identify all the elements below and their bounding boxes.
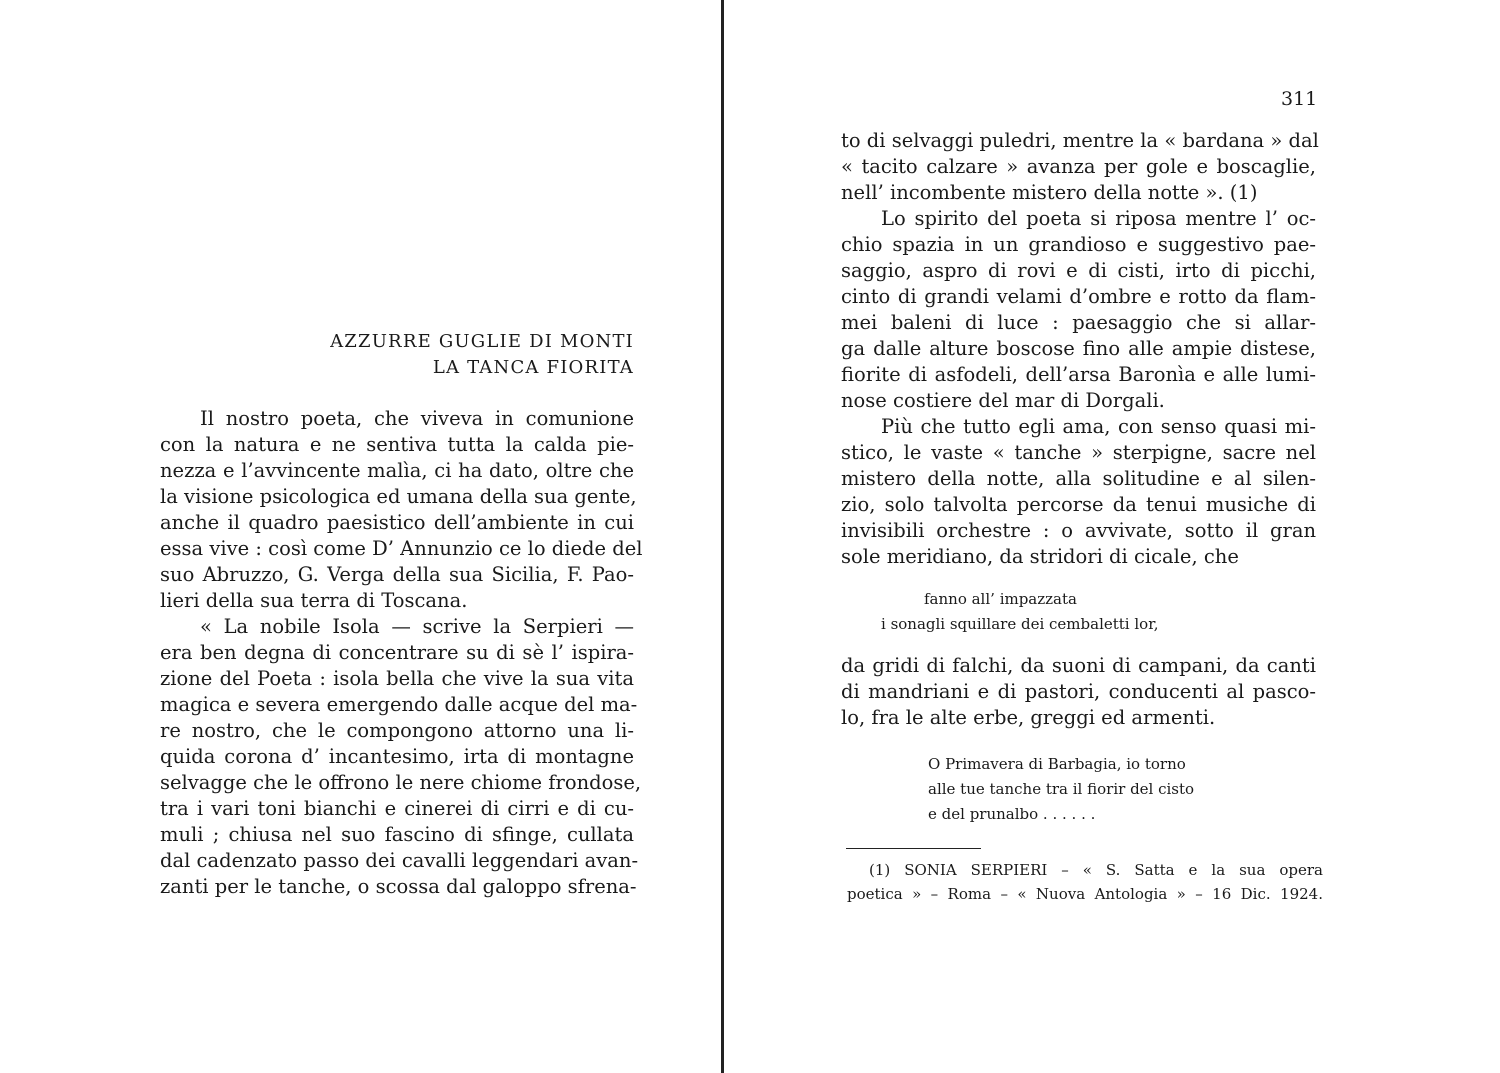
page-number: 311	[1281, 88, 1318, 110]
text-line: Lo spirito del poeta si riposa mentre l’ oc-	[881, 207, 1316, 230]
text-line: sole meridiano, da stridori di cicale, che	[841, 545, 1239, 568]
text-line: mistero della notte, alla solitudine e al silen-	[841, 467, 1316, 490]
text-line: suo Abruzzo, G. Verga della sua Sicilia, F. Pao-	[160, 563, 634, 586]
text-line: da gridi di falchi, da suoni di campani, da canti	[841, 654, 1316, 677]
verse-line: e del prunalbo . . . . . .	[928, 805, 1096, 823]
right-page-body	[841, 128, 1319, 570]
text-line: lo, fra le alte erbe, greggi ed armenti.	[841, 706, 1216, 729]
text-line: invisibili orchestre : o avvivate, sotto il gran	[841, 519, 1316, 542]
text-line: Il nostro poeta, che viveva in comunione	[200, 407, 634, 430]
text-line: magica e severa emergendo dalle acque del ma-	[160, 693, 638, 716]
verse-quote-2	[928, 752, 1194, 827]
text-line: saggio, aspro di rovi e di cisti, irto di picchi,	[841, 259, 1316, 282]
text-line: « La nobile Isola — scrive la Serpieri —	[200, 615, 634, 638]
text-line: chio spazia in un grandioso e suggestivo pae-	[841, 233, 1316, 256]
chapter-heading	[250, 329, 634, 381]
text-line: zanti per le tanche, o scossa dal galoppo sfrena-	[160, 875, 637, 898]
text-line: stico, le vaste « tanche » sterpigne, sacre nel	[841, 441, 1316, 464]
text-line: con la natura e ne sentiva tutta la calda pie-	[160, 433, 634, 456]
right-page	[726, 0, 1500, 1073]
text-line: di mandriani e di pastori, conducenti al pasco-	[841, 680, 1316, 703]
text-line: « tacito calzare » avanza per gole e boscaglie,	[841, 155, 1316, 178]
text-line: la visione psicologica ed umana della sua gente,	[160, 485, 637, 508]
left-page-body	[160, 406, 643, 900]
text-line: nose costiere del mar di Dorgali.	[841, 389, 1165, 412]
verse-line: O Primavera di Barbagia, io torno	[928, 755, 1186, 773]
text-line: zio, solo talvolta percorse da tenui musiche di	[841, 493, 1316, 516]
footnote	[847, 858, 1323, 906]
text-line: nell’ incombente mistero della notte ». (1)	[841, 181, 1258, 204]
book-gutter	[721, 0, 724, 1073]
chapter-title-line-2: LA TANCA FIORITA	[432, 357, 634, 378]
text-line: dal cadenzato passo dei cavalli leggendari avan-	[160, 849, 639, 872]
text-line: to di selvaggi puledri, mentre la « bardana » dal	[841, 129, 1319, 152]
text-line: zione del Poeta : isola bella che vive la sua vita	[160, 667, 634, 690]
text-line: nezza e l’avvincente malìa, ci ha dato, oltre che	[160, 459, 634, 482]
text-line: selvagge che le offrono le nere chiome frondose,	[160, 771, 642, 794]
text-line: mei baleni di luce : paesaggio che si allar-	[841, 311, 1316, 334]
text-line: ga dalle alture boscose fino alle ampie distese,	[841, 337, 1316, 360]
footnote-line: poetica » – Roma – « Nuova Antologia » – 16 Dic. 1924.	[847, 885, 1323, 903]
text-line: tra i vari toni bianchi e cinerei di cirri e di cu-	[160, 797, 634, 820]
verse-line: alle tue tanche tra il fiorir del cisto	[928, 780, 1195, 798]
left-page	[0, 0, 722, 1073]
text-line: muli ; chiusa nel suo fascino di sfinge, cullata	[160, 823, 634, 846]
text-line: lieri della sua terra di Toscana.	[160, 589, 468, 612]
text-line: cinto di grandi velami d’ombre e rotto da flam-	[841, 285, 1316, 308]
right-page-body-continued	[841, 653, 1316, 731]
chapter-title-line-1: AZZURRE GUGLIE DI MONTI	[330, 331, 634, 352]
text-line: fiorite di asfodeli, dell’arsa Baronìa e alle lumi-	[841, 363, 1316, 386]
footnote-divider	[846, 848, 981, 849]
text-line: anche il quadro paesistico dell’ambiente in cui	[160, 511, 634, 534]
verse-line: i sonagli squillare dei cembaletti lor,	[881, 615, 1159, 633]
text-line: essa vive : così come D’ Annunzio ce lo diede del	[160, 537, 643, 560]
text-line: re nostro, che le compongono attorno una li-	[160, 719, 634, 742]
text-line: era ben degna di concentrare su di sè l’ ispira-	[160, 641, 634, 664]
text-line: quida corona d’ incantesimo, irta di montagne	[160, 745, 634, 768]
text-line: Più che tutto egli ama, con senso quasi mi-	[881, 415, 1316, 438]
verse-line: fanno all’ impazzata	[924, 590, 1077, 608]
verse-quote-1	[881, 587, 1159, 637]
footnote-line: (1) SONIA SERPIERI – « S. Satta e la sua opera	[869, 861, 1323, 879]
